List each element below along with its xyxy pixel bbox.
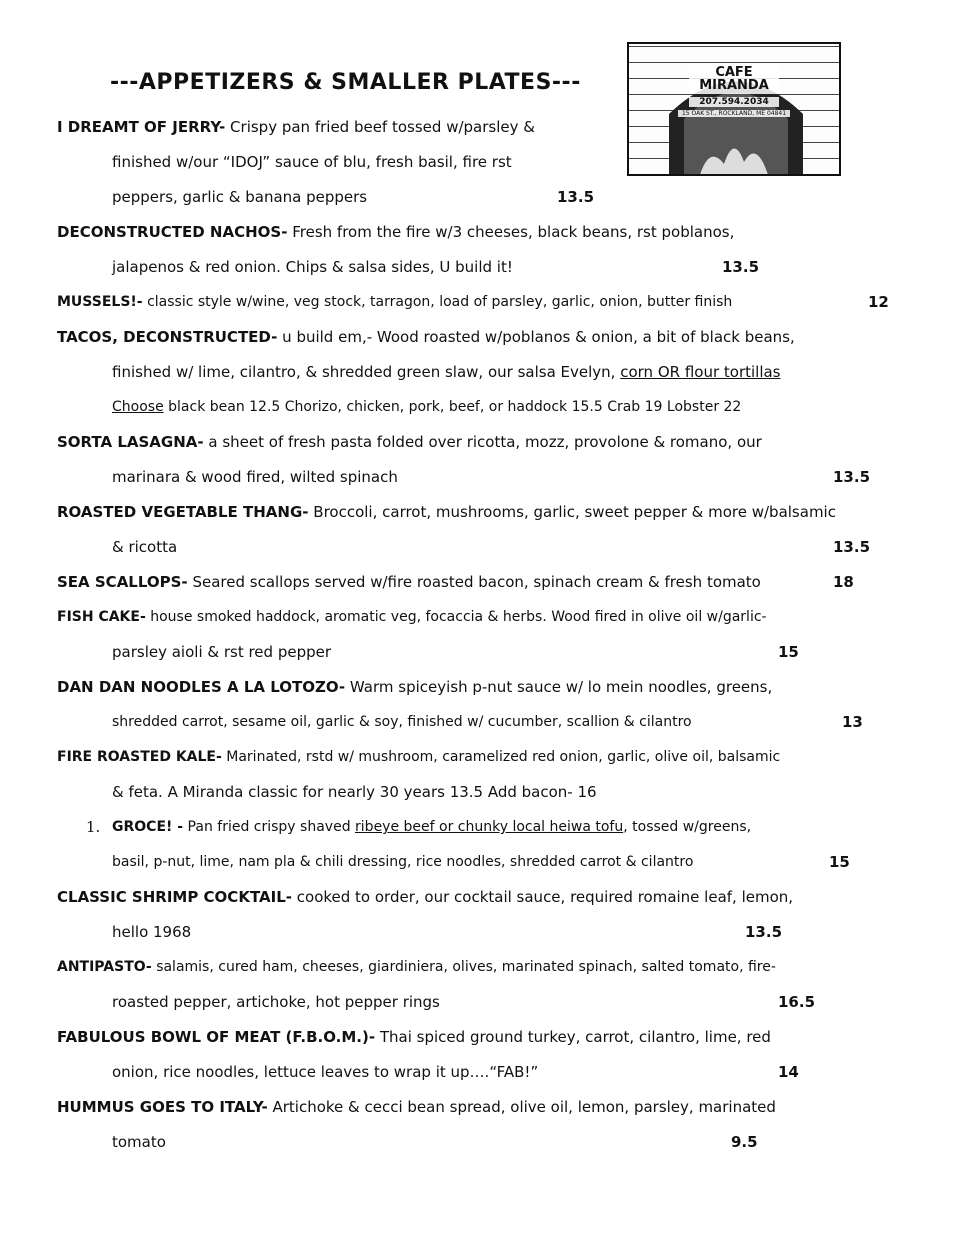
item-price: 16.5: [778, 993, 816, 1011]
menu-item-line: finished w/ lime, cilantro, & shredded green slaw, our salsa Evelyn, corn OR flour tortillas: [112, 363, 781, 381]
menu-item-line: TACOS, DECONSTRUCTED- u build em,- Wood roasted w/poblanos & onion, a bit of black beans,: [57, 328, 795, 346]
menu-item-line: basil, p-nut, lime, nam pla & chili dressing, rice noodles, shredded carrot & cilantro: [112, 854, 694, 870]
menu-item-line: roasted pepper, artichoke, hot pepper rings: [112, 993, 440, 1011]
menu-item-line: DAN DAN NOODLES A LA LOTOZO- Warm spiceyish p-nut sauce w/ lo mein noodles, greens,: [57, 678, 773, 696]
list-number: 1.: [86, 818, 101, 836]
item-name: SORTA LASAGNA-: [57, 433, 204, 451]
cafe-miranda-logo: [627, 42, 841, 176]
menu-item-line: DECONSTRUCTED NACHOS- Fresh from the fire w/3 cheeses, black beans, rst poblanos,: [57, 223, 735, 241]
item-price: 13.5: [745, 923, 783, 941]
item-price: 14: [778, 1063, 799, 1081]
menu-item-line: SORTA LASAGNA- a sheet of fresh pasta folded over ricotta, mozz, provolone & romano, our: [57, 433, 762, 451]
item-name: HUMMUS GOES TO ITALY-: [57, 1098, 268, 1116]
item-name: CLASSIC SHRIMP COCKTAIL-: [57, 888, 292, 906]
item-price: 13.5: [722, 258, 760, 276]
item-price: 15: [778, 643, 799, 661]
item-price: 13.5: [557, 188, 595, 206]
menu-item-line: marinara & wood fired, wilted spinach: [112, 468, 398, 486]
menu-item-line: hello 1968: [112, 923, 192, 941]
item-price: 13: [842, 713, 863, 731]
menu-item-line: FISH CAKE- house smoked haddock, aromatic veg, focaccia & herbs. Wood fired in olive oil w/garlic-: [57, 609, 767, 625]
item-price: 9.5: [731, 1133, 758, 1151]
item-name: DECONSTRUCTED NACHOS-: [57, 223, 288, 241]
item-name: FABULOUS BOWL OF MEAT (F.B.O.M.)-: [57, 1028, 376, 1046]
item-name: I DREAMT OF JERRY-: [57, 118, 226, 136]
item-name: TACOS, DECONSTRUCTED-: [57, 328, 278, 346]
menu-item-line: MUSSELS!- classic style w/wine, veg stock, tarragon, load of parsley, garlic, onion, butter finish: [57, 294, 733, 310]
menu-item-line: ANTIPASTO- salamis, cured ham, cheeses, giardiniera, olives, marinated spinach, salted tomato, fire-: [57, 959, 776, 975]
item-name: ROASTED VEGETABLE THANG-: [57, 503, 309, 521]
item-price: 13.5: [833, 468, 871, 486]
item-name: ANTIPASTO-: [57, 959, 152, 975]
menu-item-line: FABULOUS BOWL OF MEAT (F.B.O.M.)- Thai spiced ground turkey, carrot, cilantro, lime, red: [57, 1028, 771, 1046]
item-price: 15: [829, 853, 850, 871]
logo-address: 15 OAK ST., ROCKLAND, ME 04841: [678, 110, 790, 117]
item-name: FIRE ROASTED KALE-: [57, 749, 222, 765]
section-title: ---APPETIZERS & SMALLER PLATES---: [110, 70, 581, 95]
menu-item-line: jalapenos & red onion. Chips & salsa sides, U build it!: [112, 258, 513, 276]
menu-item-line: & feta. A Miranda classic for nearly 30 years 13.5 Add bacon- 16: [112, 783, 597, 801]
logo-phone: 207.594.2034: [689, 97, 779, 107]
menu-item-line: finished w/our “IDOJ” sauce of blu, fresh basil, fire rst: [112, 153, 512, 171]
menu-item-line: tomato: [112, 1133, 166, 1151]
item-price: 13.5: [833, 538, 871, 556]
menu-item-line: SEA SCALLOPS- Seared scallops served w/fire roasted bacon, spinach cream & fresh tomato: [57, 573, 761, 591]
menu-item-line: Choose black bean 12.5 Chorizo, chicken, pork, beef, or haddock 15.5 Crab 19 Lobster 22: [112, 399, 742, 415]
item-price: 12: [868, 293, 889, 311]
menu-item-line: I DREAMT OF JERRY- Crispy pan fried beef tossed w/parsley &: [57, 118, 535, 136]
item-name: GROCE! -: [112, 819, 184, 835]
menu-item-line: shredded carrot, sesame oil, garlic & soy, finished w/ cucumber, scallion & cilantro: [112, 714, 692, 730]
item-name: DAN DAN NOODLES A LA LOTOZO-: [57, 678, 346, 696]
menu-item-line: FIRE ROASTED KALE- Marinated, rstd w/ mushroom, caramelized red onion, garlic, olive oil, balsamic: [57, 749, 781, 765]
item-name: FISH CAKE-: [57, 609, 146, 625]
menu-item-line: HUMMUS GOES TO ITALY- Artichoke & cecci bean spread, olive oil, lemon, parsley, marinated: [57, 1098, 776, 1116]
logo-name: CAFE MIRANDA: [689, 64, 779, 94]
item-name: MUSSELS!-: [57, 294, 143, 310]
menu-item-line: ROASTED VEGETABLE THANG- Broccoli, carrot, mushrooms, garlic, sweet pepper & more w/balsamic: [57, 503, 836, 521]
menu-item-line: CLASSIC SHRIMP COCKTAIL- cooked to order, our cocktail sauce, required romaine leaf, lemon,: [57, 888, 794, 906]
menu-item-line: parsley aioli & rst red pepper: [112, 643, 332, 661]
menu-item-line: onion, rice noodles, lettuce leaves to wrap it up….“FAB!”: [112, 1063, 539, 1081]
menu-item-line: & ricotta: [112, 538, 178, 556]
menu-item-line: GROCE! - Pan fried crispy shaved ribeye beef or chunky local heiwa tofu, tossed w/greens,: [112, 819, 752, 835]
item-name: SEA SCALLOPS-: [57, 573, 188, 591]
item-price: 18: [833, 573, 854, 591]
menu-item-line: peppers, garlic & banana peppers: [112, 188, 368, 206]
